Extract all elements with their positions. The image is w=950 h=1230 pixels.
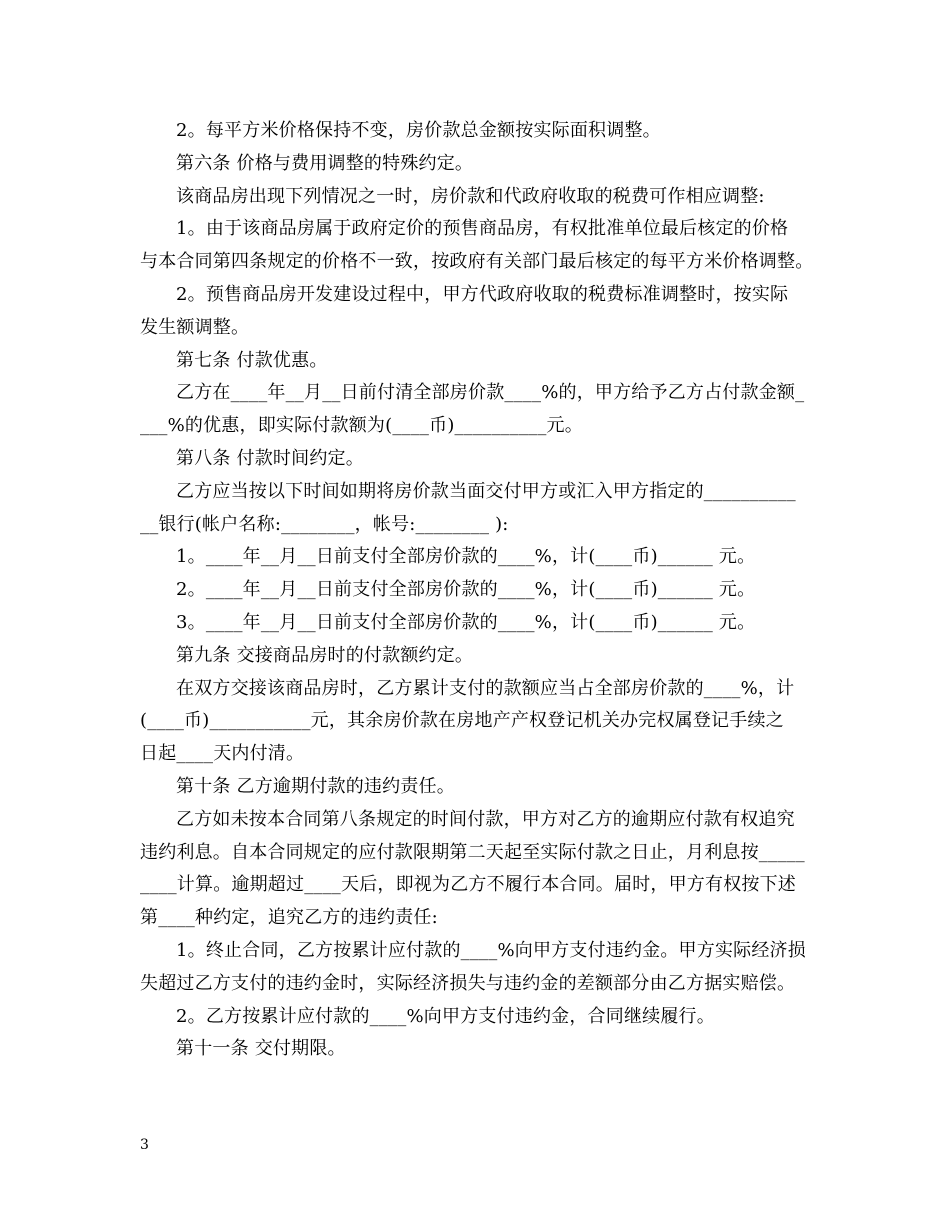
text-line: (____币)___________元，其余房价款在房地产产权登记机关办完权属登记手续之: [140, 710, 784, 732]
text-line: 2。____年__月__日前支付全部房价款的____%，计(____币)______ 元。: [176, 579, 756, 601]
text-line: ___%的优惠，即实际付款额为(____币)__________元。: [140, 415, 583, 437]
text-line: 第九条 交接商品房时的付款额约定。: [176, 644, 474, 666]
text-line: 2。每平方米价格保持不变，房价款总金额按实际面积调整。: [176, 120, 661, 141]
text-line: 该商品房出现下列情况之一时，房价款和代政府收取的税费可作相应调整:: [176, 185, 765, 207]
text-line: 3。____年__月__日前支付全部房价款的____%，计(____币)______ 元。: [176, 611, 756, 633]
text-line: 第八条 付款时间约定。: [176, 447, 364, 469]
text-line: 第六条 价格与费用调整的特殊约定。: [176, 152, 474, 174]
text-line: 与本合同第四条规定的价格不一致，按政府有关部门最后核定的每平方米价格调整。: [140, 251, 814, 273]
text-line: ____计算。逾期超过____天后，即视为乙方不履行本合同。届时，甲方有权按下述: [140, 874, 796, 896]
text-line: 2。预售商品房开发建设过程中，甲方代政府收取的税费标准调整时，按实际: [176, 283, 789, 305]
text-line: 乙方在____年__月__日前付清全部房价款____%的，甲方给予乙方占付款金额_: [176, 382, 805, 404]
text-line: 第十一条 交付期限。: [176, 1038, 346, 1060]
text-line: 2。乙方按累计应付款的____%向甲方支付违约金，合同继续履行。: [176, 1005, 715, 1027]
text-line: 失超过乙方支付的违约金时，实际经济损失与违约金的差额部分由乙方据实赔偿。: [140, 972, 796, 994]
text-line: 乙方如未按本合同第八条规定的时间付款，甲方对乙方的逾期应付款有权追究: [176, 808, 795, 830]
text-line: __银行(帐户名称:________，帐号:________ ):: [140, 513, 509, 535]
text-line: 1。____年__月__日前支付全部房价款的____%，计(____币)______ 元。: [176, 546, 756, 568]
document-body: [140, 115, 820, 1066]
text-line: 发生额调整。: [140, 316, 250, 338]
text-line: 1。终止合同，乙方按累计应付款的____%向甲方支付违约金。甲方实际经济损: [176, 939, 806, 961]
text-line: 第十条 乙方逾期付款的违约责任。: [176, 775, 455, 797]
text-line: 日起____天内付清。: [140, 743, 305, 765]
text-line: 1。由于该商品房属于政府定价的预售商品房，有权批准单位最后核定的价格: [176, 218, 789, 240]
text-line: 第____种约定，追究乙方的违约责任:: [140, 907, 438, 929]
text-line: 乙方应当按以下时间如期将房价款当面交付甲方或汇入甲方指定的__________: [176, 480, 796, 502]
page-number: 3: [140, 1137, 149, 1153]
text-line: 违约利息。自本合同规定的应付款限期第二天起至实际付款之日止，月利息按_____: [140, 841, 805, 863]
text-line: 在双方交接该商品房时，乙方累计支付的款额应当占全部房价款的____%，计: [176, 677, 795, 699]
text-line: 第七条 付款优惠。: [176, 349, 328, 371]
